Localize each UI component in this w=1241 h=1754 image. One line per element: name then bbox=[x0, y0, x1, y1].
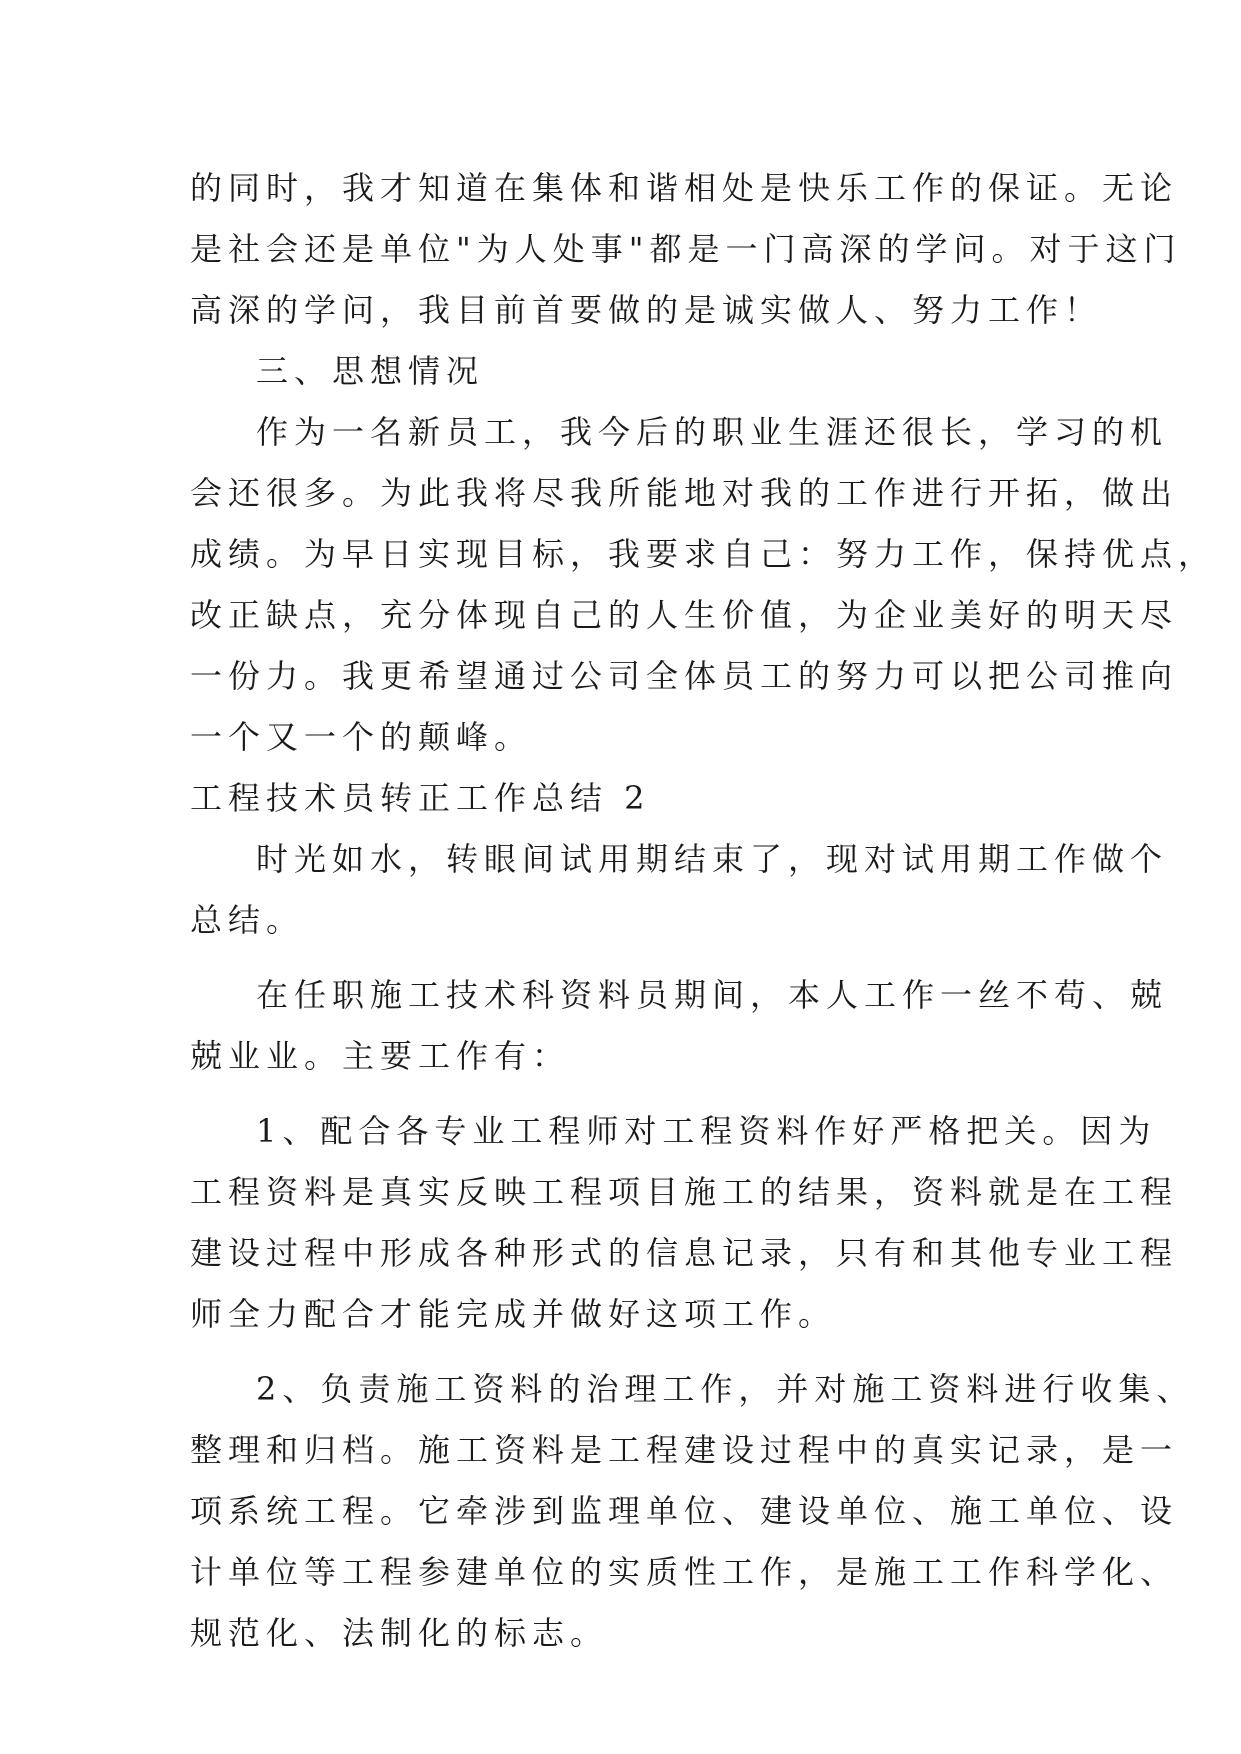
paragraph-gap bbox=[190, 951, 1070, 965]
text-line: 总结。 bbox=[190, 901, 305, 939]
text-line: 建设过程中形成各种形式的信息记录，只有和其他专业工程 bbox=[190, 1234, 1179, 1272]
text-line: 的同时，我才知道在集体和谐相处是快乐工作的保证。无论 bbox=[190, 169, 1179, 207]
text-line: 改正缺点，充分体现自己的人生价值，为企业美好的明天尽 bbox=[190, 596, 1179, 634]
text-line: 在任职施工技术科资料员期间，本人工作一丝不苟、兢 bbox=[256, 976, 1169, 1014]
section-heading: 三、思想情况 bbox=[256, 352, 485, 390]
text-line: 会还很多。为此我将尽我所能地对我的工作进行开拓，做出 bbox=[190, 474, 1179, 512]
text-line: 一个又一个的颠峰。 bbox=[190, 718, 533, 756]
document-title: 工程技术员转正工作总结 2 bbox=[190, 779, 651, 817]
text-line: 成绩。为早日实现目标，我要求自己：努力工作，保持优点， bbox=[190, 535, 1217, 573]
text-line: 1、配合各专业工程师对工程资料作好严格把关。因为 bbox=[256, 1112, 1157, 1150]
paragraph-gap bbox=[190, 1087, 1070, 1101]
text-line: 工程资料是真实反映工程项目施工的结果，资料就是在工程 bbox=[190, 1173, 1179, 1211]
text-line: 师全力配合才能完成并做好这项工作。 bbox=[190, 1295, 837, 1333]
text-line: 整理和归档。施工资料是工程建设过程中的真实记录，是一 bbox=[190, 1431, 1179, 1469]
text-line: 一份力。我更希望通过公司全体员工的努力可以把公司推向 bbox=[190, 657, 1179, 695]
paragraph-gap bbox=[190, 1345, 1070, 1359]
text-line: 2、负责施工资料的治理工作，并对施工资料进行收集、 bbox=[256, 1370, 1195, 1408]
text-line: 高深的学问，我目前首要做的是诚实做人、努力工作！ bbox=[190, 291, 1103, 329]
text-line: 是社会还是单位"为人处事"都是一门高深的学问。对于这门 bbox=[190, 230, 1182, 268]
text-line: 作为一名新员工，我今后的职业生涯还很长，学习的机 bbox=[256, 413, 1169, 451]
document-body bbox=[190, 158, 1217, 1664]
text-line: 时光如水，转眼间试用期结束了，现对试用期工作做个 bbox=[256, 840, 1169, 878]
text-line: 计单位等工程参建单位的实质性工作，是施工工作科学化、 bbox=[190, 1553, 1179, 1591]
text-line: 项系统工程。它牵涉到监理单位、建设单位、施工单位、设 bbox=[190, 1492, 1179, 1530]
text-line: 兢业业。主要工作有： bbox=[190, 1037, 571, 1075]
text-line: 规范化、法制化的标志。 bbox=[190, 1614, 609, 1652]
